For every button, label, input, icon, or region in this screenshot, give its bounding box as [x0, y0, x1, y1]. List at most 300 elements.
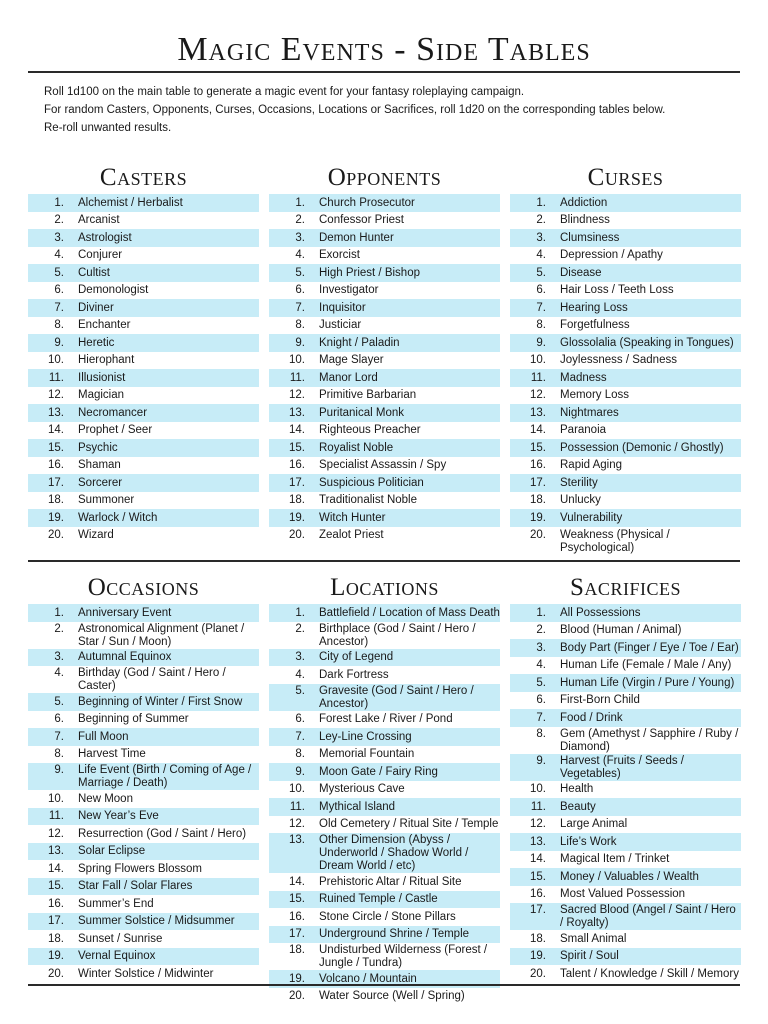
- table-row: [510, 369, 741, 387]
- row-text: Volcano / Mountain: [319, 972, 417, 985]
- row-number: 11.: [289, 371, 305, 384]
- row-number: 12.: [530, 818, 546, 830]
- row-number: 19.: [48, 950, 64, 962]
- row-number: 15.: [48, 880, 64, 892]
- row-text: Small Animal: [560, 932, 627, 945]
- row-text: Magician: [78, 389, 125, 401]
- table-row: [510, 247, 741, 265]
- row-text: Water Source (Well / Spring): [319, 990, 465, 1002]
- row-number: 8.: [54, 319, 64, 331]
- row-number: 3.: [54, 651, 64, 663]
- table-row: [28, 387, 259, 405]
- intro-line: Roll 1d100 on the main table to generate a magic event for your fantasy roleplaying campaign.: [44, 86, 525, 98]
- table-row: [510, 387, 741, 405]
- row-text: Primitive Barbarian: [319, 389, 417, 401]
- table-row: [510, 492, 741, 510]
- row-number: 5.: [54, 266, 64, 279]
- table-row: [269, 891, 500, 909]
- row-number: 9.: [54, 764, 64, 776]
- row-text: Arcanist: [78, 214, 120, 226]
- row-number: 10.: [48, 792, 64, 805]
- row-text: Shaman: [78, 459, 121, 471]
- row-text: Other Dimension (Abyss / Underworld / Shadow World / Dream World / etc): [319, 834, 469, 872]
- row-text: Autumnal Equinox: [78, 651, 172, 663]
- row-text: Human Life (Female / Male / Any): [560, 659, 732, 671]
- table-row: [28, 422, 259, 440]
- row-text: Undisturbed Wilderness (Forest / Jungle / Tundra): [319, 944, 488, 969]
- row-number: 10.: [289, 354, 305, 366]
- row-number: 16.: [530, 888, 546, 900]
- row-text: Winter Solstice / Midwinter: [78, 967, 214, 980]
- row-number: 14.: [289, 875, 305, 888]
- row-text: All Possessions: [560, 606, 641, 619]
- table-row: [28, 728, 259, 746]
- occasions-table: [28, 572, 259, 983]
- row-number: 14.: [530, 424, 546, 436]
- row-number: 12.: [289, 818, 305, 830]
- row-text: Hearing Loss: [560, 301, 628, 314]
- row-text: Warlock / Witch: [78, 511, 158, 524]
- table-row: [28, 913, 259, 931]
- row-number: 2.: [54, 622, 64, 635]
- row-text: Battlefield / Location of Mass Death: [319, 606, 500, 619]
- row-text: Harvest (Fruits / Seeds / Vegetables): [560, 754, 684, 780]
- row-number: 4.: [295, 668, 305, 681]
- section-title: Casters: [99, 164, 188, 191]
- section-title: Occasions: [87, 574, 200, 601]
- row-text: Joylessness / Sadness: [560, 354, 677, 366]
- table-row: [28, 666, 259, 693]
- table-row: [269, 369, 500, 387]
- row-number: 13.: [530, 835, 546, 848]
- table-row: [28, 299, 259, 317]
- row-text: Disease: [560, 266, 602, 279]
- row-text: Gravesite (God / Saint / Hero / Ancestor): [319, 684, 474, 710]
- row-text: Health: [560, 783, 594, 795]
- row-number: 13.: [289, 406, 305, 419]
- table-row: [269, 439, 500, 457]
- row-text: Hair Loss / Teeth Loss: [560, 284, 674, 296]
- row-text: Gem (Amethyst / Sapphire / Ruby / Diamond): [560, 727, 739, 753]
- row-text: Blindness: [560, 214, 610, 226]
- table-row: [269, 527, 500, 545]
- table-row: [28, 649, 259, 667]
- row-number: 16.: [48, 459, 64, 471]
- row-number: 4.: [536, 249, 546, 261]
- row-text: Ruined Temple / Castle: [319, 893, 438, 905]
- table-row: [269, 649, 500, 667]
- row-number: 1.: [295, 606, 305, 619]
- row-number: 20.: [289, 990, 305, 1002]
- row-text: Underground Shrine / Temple: [319, 928, 470, 940]
- table-row: [510, 851, 741, 869]
- row-number: 6.: [536, 694, 546, 706]
- row-number: 5.: [295, 684, 305, 697]
- table-row: [269, 247, 500, 265]
- row-text: Astronomical Alignment (Planet / Star / Sun / Moon): [78, 622, 245, 648]
- row-number: 17.: [530, 476, 546, 489]
- row-number: 16.: [289, 910, 305, 923]
- row-number: 8.: [54, 748, 64, 760]
- table-row: [28, 808, 259, 826]
- row-text: Cultist: [78, 266, 110, 279]
- table-row: [269, 492, 500, 510]
- table-row: [269, 684, 500, 711]
- row-text: Full Moon: [78, 730, 129, 743]
- row-text: Knight / Paladin: [319, 336, 400, 349]
- row-text: Food / Drink: [560, 711, 623, 724]
- row-number: 12.: [48, 827, 64, 840]
- table-row: [269, 474, 500, 492]
- row-text: Madness: [560, 371, 607, 384]
- row-number: 6.: [295, 713, 305, 725]
- row-number: 7.: [536, 301, 546, 314]
- table-row: [28, 334, 259, 352]
- row-number: 2.: [54, 214, 64, 226]
- section-title: Sacrifices: [570, 574, 681, 601]
- row-number: 15.: [530, 441, 546, 454]
- intro-text: [44, 83, 734, 137]
- locations-table: [269, 572, 500, 1005]
- row-text: Beauty: [560, 800, 596, 813]
- table-row: [269, 873, 500, 891]
- row-number: 6.: [54, 284, 64, 296]
- row-text: Confessor Priest: [319, 214, 405, 226]
- row-text: Forest Lake / River / Pond: [319, 713, 453, 725]
- row-text: Memorial Fountain: [319, 748, 415, 760]
- row-number: 9.: [295, 336, 305, 349]
- row-number: 4.: [54, 249, 64, 261]
- table-row: [269, 352, 500, 370]
- table-row: [510, 948, 741, 966]
- row-number: 10.: [530, 783, 546, 795]
- row-number: 6.: [536, 284, 546, 296]
- row-text: Royalist Noble: [319, 441, 394, 454]
- table-row: [510, 798, 741, 816]
- row-number: 6.: [295, 284, 305, 296]
- row-number: 14.: [530, 853, 546, 865]
- row-text: Wizard: [78, 529, 114, 541]
- table-row: [269, 746, 500, 764]
- table-row: [510, 930, 741, 948]
- table-row: [510, 194, 741, 212]
- section-title: Locations: [330, 574, 439, 601]
- table-row: [510, 352, 741, 370]
- row-text: Vernal Equinox: [78, 950, 156, 962]
- row-text: Manor Lord: [319, 371, 378, 384]
- table-row: [510, 474, 741, 492]
- row-number: 3.: [536, 231, 546, 244]
- table-row: [28, 860, 259, 878]
- row-text: Beginning of Winter / First Snow: [78, 695, 243, 708]
- row-text: Sorcerer: [78, 476, 123, 489]
- table-row: [28, 878, 259, 896]
- row-text: Prophet / Seer: [78, 424, 153, 436]
- row-text: Summer Solstice / Midsummer: [78, 915, 235, 927]
- row-number: 9.: [54, 336, 64, 349]
- row-number: 13.: [530, 406, 546, 419]
- row-text: Necromancer: [78, 406, 148, 419]
- row-number: 10.: [530, 354, 546, 366]
- row-number: 10.: [289, 783, 305, 795]
- row-number: 17.: [48, 915, 64, 927]
- row-text: Sacred Blood (Angel / Saint / Hero / Royalty): [560, 904, 736, 929]
- row-number: 20.: [48, 529, 64, 541]
- table-row: [510, 781, 741, 799]
- table-row: [28, 247, 259, 265]
- table-row: [269, 926, 500, 944]
- row-number: 13.: [289, 834, 305, 846]
- row-text: Depression / Apathy: [560, 249, 663, 261]
- row-text: Inquisitor: [319, 301, 366, 314]
- row-text: Stone Circle / Stone Pillars: [319, 910, 456, 923]
- table-row: [28, 763, 259, 790]
- locations-list: [269, 604, 500, 1005]
- row-text: Resurrection (God / Saint / Hero): [78, 827, 247, 840]
- table-row: [28, 439, 259, 457]
- bottom-divider: [28, 984, 740, 986]
- table-row: [510, 212, 741, 230]
- table-row: [28, 693, 259, 711]
- table-row: [28, 229, 259, 247]
- row-number: 7.: [295, 730, 305, 743]
- row-text: Sterility: [560, 476, 598, 489]
- row-text: Mage Slayer: [319, 354, 384, 366]
- table-row: [28, 930, 259, 948]
- row-number: 19.: [289, 972, 305, 985]
- table-row: [269, 387, 500, 405]
- row-number: 4.: [295, 249, 305, 261]
- row-text: Memory Loss: [560, 389, 630, 401]
- table-row: [510, 604, 741, 622]
- row-text: Beginning of Summer: [78, 713, 189, 725]
- section-title: Opponents: [327, 164, 442, 191]
- row-number: 2.: [536, 624, 546, 636]
- row-text: Puritanical Monk: [319, 406, 405, 419]
- table-row: [510, 868, 741, 886]
- row-text: Rapid Aging: [560, 459, 623, 471]
- table-row: [510, 754, 741, 781]
- table-row: [510, 709, 741, 727]
- casters-list: [28, 194, 259, 544]
- table-row: [510, 692, 741, 710]
- section-divider: [28, 560, 740, 562]
- opponents-list: [269, 194, 500, 544]
- row-number: 5.: [536, 676, 546, 689]
- row-text: City of Legend: [319, 651, 394, 663]
- table-row: [28, 895, 259, 913]
- row-number: 3.: [54, 231, 64, 244]
- row-number: 2.: [536, 214, 546, 226]
- casters-table: [28, 162, 259, 544]
- row-number: 18.: [48, 494, 64, 506]
- row-number: 4.: [54, 667, 64, 679]
- curses-table: [510, 162, 741, 555]
- table-row: [28, 527, 259, 545]
- row-text: Hierophant: [78, 354, 135, 366]
- table-row: [269, 728, 500, 746]
- table-row: [28, 492, 259, 510]
- row-text: Addiction: [560, 196, 608, 209]
- table-row: [28, 604, 259, 622]
- row-number: 17.: [48, 476, 64, 489]
- row-number: 18.: [289, 494, 305, 506]
- row-text: Traditionalist Noble: [319, 494, 418, 506]
- row-text: Church Prosecutor: [319, 196, 415, 209]
- table-row: [510, 282, 741, 300]
- row-text: Possession (Demonic / Ghostly): [560, 441, 724, 454]
- row-number: 1.: [536, 196, 546, 209]
- table-row: [510, 965, 741, 983]
- table-row: [28, 194, 259, 212]
- row-number: 14.: [289, 424, 305, 436]
- row-text: New Moon: [78, 792, 133, 805]
- table-row: [28, 457, 259, 475]
- row-text: Diviner: [78, 301, 114, 314]
- table-row: [28, 746, 259, 764]
- row-text: Demon Hunter: [319, 231, 394, 244]
- row-number: 7.: [536, 711, 546, 724]
- table-row: [269, 299, 500, 317]
- table-row: [269, 622, 500, 649]
- table-row: [510, 334, 741, 352]
- row-text: Illusionist: [78, 371, 126, 384]
- table-row: [269, 816, 500, 834]
- table-row: [510, 674, 741, 692]
- row-number: 3.: [536, 641, 546, 654]
- table-row: [28, 369, 259, 387]
- row-text: Harvest Time: [78, 748, 146, 760]
- table-row: [510, 404, 741, 422]
- table-row: [28, 282, 259, 300]
- row-text: Sunset / Sunrise: [78, 932, 163, 945]
- row-text: Large Animal: [560, 818, 628, 830]
- table-row: [269, 457, 500, 475]
- row-number: 2.: [295, 214, 305, 226]
- row-number: 3.: [295, 231, 305, 244]
- table-row: [269, 666, 500, 684]
- row-number: 1.: [54, 196, 64, 209]
- row-number: 19.: [48, 511, 64, 524]
- row-text: Summer’s End: [78, 897, 154, 910]
- row-text: Summoner: [78, 494, 135, 506]
- table-row: [28, 474, 259, 492]
- row-text: Investigator: [319, 284, 379, 296]
- table-row: [269, 509, 500, 527]
- row-number: 8.: [536, 727, 546, 740]
- table-row: [269, 282, 500, 300]
- table-row: [269, 781, 500, 799]
- row-number: 11.: [289, 800, 305, 813]
- row-text: Moon Gate / Fairy Ring: [319, 765, 438, 778]
- row-number: 18.: [530, 494, 546, 506]
- table-row: [269, 908, 500, 926]
- table-row: [28, 843, 259, 861]
- table-row: [510, 886, 741, 904]
- row-number: 11.: [48, 371, 64, 384]
- curses-list: [510, 194, 741, 555]
- table-row: [510, 727, 741, 754]
- row-number: 9.: [295, 765, 305, 778]
- row-text: Mythical Island: [319, 800, 396, 813]
- table-row: [28, 352, 259, 370]
- row-number: 18.: [48, 932, 64, 945]
- row-text: Magical Item / Trinket: [560, 853, 670, 865]
- row-number: 20.: [289, 529, 305, 541]
- row-text: Enchanter: [78, 319, 131, 331]
- row-number: 20.: [530, 967, 546, 980]
- row-text: Life Event (Birth / Coming of Age / Marriage / Death): [78, 764, 252, 789]
- row-number: 1.: [536, 606, 546, 619]
- sacrifices-table: [510, 572, 741, 983]
- row-number: 11.: [530, 800, 546, 813]
- table-row: [28, 711, 259, 729]
- intro-line: Re-roll unwanted results.: [44, 122, 172, 134]
- row-text: Prehistoric Altar / Ritual Site: [319, 875, 462, 888]
- row-number: 8.: [295, 748, 305, 760]
- table-row: [269, 317, 500, 335]
- row-number: 3.: [295, 651, 305, 663]
- table-row: [510, 833, 741, 851]
- table-row: [269, 604, 500, 622]
- row-number: 7.: [54, 301, 64, 314]
- row-text: Forgetfulness: [560, 319, 630, 331]
- row-number: 17.: [289, 476, 305, 489]
- row-text: Birthplace (God / Saint / Hero / Ancestor): [319, 622, 476, 648]
- table-row: [510, 657, 741, 675]
- row-number: 20.: [530, 529, 546, 541]
- row-number: 18.: [530, 932, 546, 945]
- row-number: 16.: [289, 459, 305, 471]
- table-row: [28, 509, 259, 527]
- row-number: 12.: [530, 389, 546, 401]
- row-number: 5.: [536, 266, 546, 279]
- row-text: Money / Valuables / Wealth: [560, 870, 699, 883]
- table-row: [269, 404, 500, 422]
- row-number: 13.: [48, 406, 64, 419]
- row-text: Body Part (Finger / Eye / Toe / Ear): [560, 641, 739, 654]
- row-number: 12.: [48, 389, 64, 401]
- table-row: [510, 622, 741, 640]
- row-text: Life’s Work: [560, 835, 617, 848]
- row-text: Solar Eclipse: [78, 845, 146, 857]
- row-text: Vulnerability: [560, 511, 623, 524]
- row-number: 14.: [48, 424, 64, 436]
- table-row: [510, 509, 741, 527]
- row-text: Nightmares: [560, 406, 619, 419]
- row-number: 19.: [530, 511, 546, 524]
- row-text: Glossolalia (Speaking in Tongues): [560, 336, 734, 349]
- row-text: Spring Flowers Blossom: [78, 862, 202, 875]
- table-row: [510, 317, 741, 335]
- table-row: [510, 229, 741, 247]
- row-number: 7.: [295, 301, 305, 314]
- table-row: [269, 763, 500, 781]
- row-text: Conjurer: [78, 249, 123, 261]
- table-row: [510, 527, 741, 556]
- row-text: Psychic: [78, 441, 118, 454]
- sacrifices-list: [510, 604, 741, 983]
- row-number: 1.: [54, 606, 64, 619]
- row-number: 14.: [48, 862, 64, 875]
- row-text: Blood (Human / Animal): [560, 624, 682, 636]
- title-divider: [28, 71, 740, 73]
- row-number: 5.: [295, 266, 305, 279]
- table-row: [269, 711, 500, 729]
- row-number: 17.: [530, 904, 546, 916]
- table-row: [28, 965, 259, 983]
- row-number: 11.: [530, 371, 546, 384]
